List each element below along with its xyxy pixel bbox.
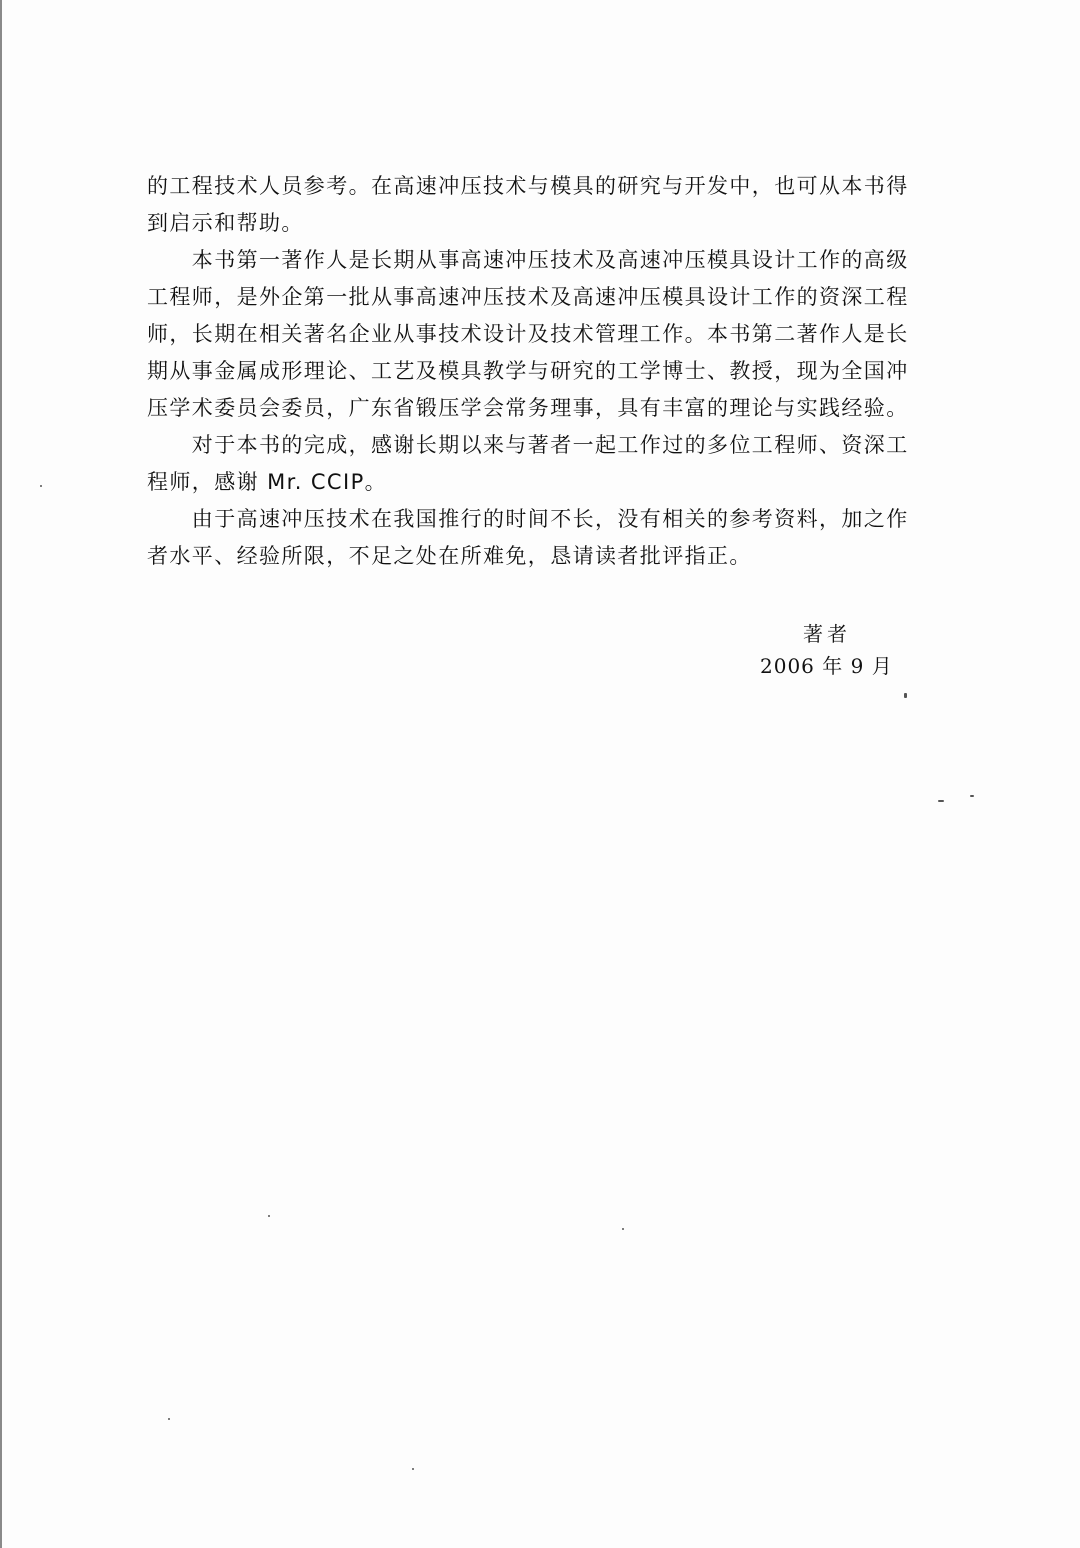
- scan-speck: [970, 795, 974, 797]
- text-line: 期从事金属成形理论、工艺及模具教学与研究的工学博士、教授，现为全国冲: [147, 359, 909, 383]
- text-line: 师，长期在相关著名企业从事技术设计及技术管理工作。本书第二著作人是长: [147, 322, 909, 346]
- text-line: 者水平、经验所限，不足之处在所难免，恳请读者批评指正。: [147, 544, 752, 568]
- scan-speck: [938, 800, 944, 802]
- text-line: 程师，感谢 Mr. CCIP。: [147, 470, 388, 494]
- text-line: 对于本书的完成，感谢长期以来与著者一起工作过的多位工程师、资深工: [147, 433, 909, 457]
- text-line: 到启示和帮助。: [147, 211, 304, 235]
- scan-speck: [622, 1228, 624, 1230]
- signature-date: 2006 年 9 月: [760, 654, 893, 678]
- text-line: 压学术委员会委员，广东省锻压学会常务理事，具有丰富的理论与实践经验。: [147, 396, 909, 420]
- scan-speck: [168, 1418, 170, 1420]
- scan-speck: [40, 485, 42, 487]
- text-line: 本书第一著作人是长期从事高速冲压技术及高速冲压模具设计工作的高级: [147, 248, 909, 272]
- page-edge: [0, 0, 2, 1548]
- preface-body: [147, 168, 947, 575]
- text-line: 由于高速冲压技术在我国推行的时间不长，没有相关的参考资料，加之作: [147, 507, 909, 531]
- text-line: 的工程技术人员参考。在高速冲压技术与模具的研究与开发中，也可从本书得: [147, 174, 909, 198]
- scan-speck: [268, 1215, 270, 1217]
- scan-speck: [904, 693, 907, 698]
- text-line: 工程师，是外企第一批从事高速冲压技术及高速冲压模具设计工作的资深工程: [147, 285, 909, 309]
- signature-author: 著者: [803, 622, 851, 646]
- scan-speck: [412, 1468, 414, 1470]
